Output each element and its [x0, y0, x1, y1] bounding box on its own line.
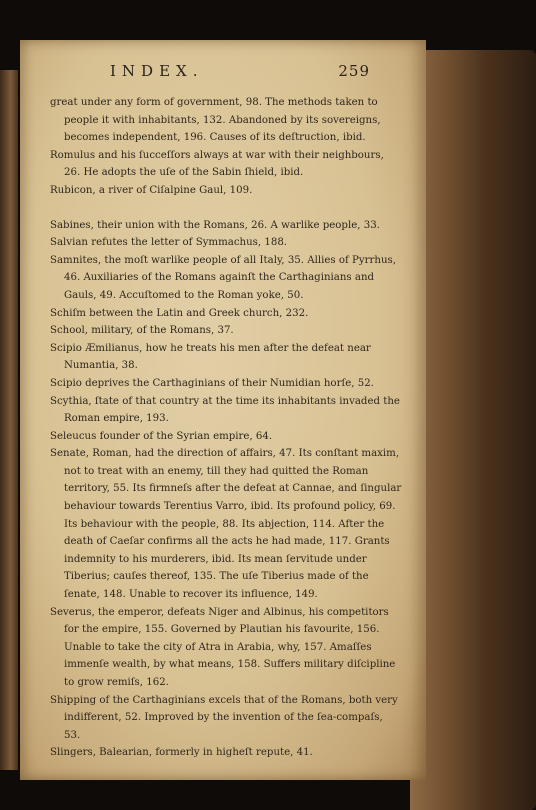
index-entry: Scipio Æmilianus, how he treats his men after the defeat near Numantia, 38.	[50, 342, 371, 372]
index-entry: Shipping of the Carthaginians excels that of the Romans, both very indifferent, 52. Improved by the invention of the ſea-compaſs, 53.	[50, 694, 398, 741]
index-entry: Senate, Roman, had the direction of affairs, 47. Its conſtant maxim, not to treat with an enemy, till they had quitted the Roman territory, 55. Its firmneſs after the defeat at Cannae, and ſingular behaviour towards Terentius Varro, ibid. Its profound policy, 69. Its behaviour with the people, 88. Its abjection, 114. After the death of Caeſar confirms all the acts he had made, 117. Grants indemnity to his murderers, ibid. Its mean ſervitude under Tiberius; cauſes thereof, 135. The uſe Tiberius made of the ſenate, 148. Unable to recover its influence, 149.	[50, 448, 402, 601]
page-header	[110, 62, 370, 82]
index-entry: Sabines, their union with the Romans, 26. A warlike people, 33.	[50, 219, 380, 231]
index-entry: School, military, of the Romans, 37.	[50, 325, 234, 337]
index-entry: great under any form of government, 98. The methods taken to people it with inhabitants, 132. Abandoned by its sovereigns, becomes independent, 196. Causes of its deſtruction, ibid.	[50, 97, 381, 144]
index-entry: Schiſm between the Latin and Greek church, 232.	[50, 307, 309, 319]
index-entry: Scythia, ſtate of that country at the time its inhabitants invaded the Roman empire, 193.	[50, 395, 400, 425]
running-title: INDEX.	[110, 62, 204, 80]
index-entry: Seleucus founder of the Syrian empire, 64.	[50, 430, 273, 442]
index-entry: Romulus and his ſucceſſors always at war with their neighbours, 26. He adopts the uſe of the Sabin ſhield, ibid.	[50, 149, 384, 179]
page-number: 259	[338, 62, 370, 80]
book-cover-edge	[410, 50, 536, 810]
index-text	[50, 94, 402, 762]
index-entry: Rubicon, a river of Ciſalpine Gaul, 109.	[50, 184, 253, 196]
index-entry: Samnites, the moſt warlike people of all Italy, 35. Allies of Pyrrhus, 46. Auxiliaries of the Romans againſt the Carthaginians and Gauls, 49. Accuſtomed to the Roman yoke, 50.	[50, 254, 396, 301]
section-gap	[50, 200, 402, 217]
left-page-edge	[0, 70, 18, 770]
index-entry: Salvian refutes the letter of Symmachus, 188.	[50, 237, 288, 249]
index-entry: Slingers, Balearian, formerly in higheſt repute, 41.	[50, 747, 313, 759]
index-entry: Severus, the emperor, defeats Niger and Albinus, his competitors for the empire, 155. Governed by Plautian his favourite, 156. Unable to take the city of Atra in Arabia, why, 157. Amaſſes immenſe wealth, by what means, 158. Suffers military diſcipline to grow remiſs, 162.	[50, 606, 396, 688]
index-entry: Scipio deprives the Carthaginians of their Numidian horſe, 52.	[50, 377, 374, 389]
